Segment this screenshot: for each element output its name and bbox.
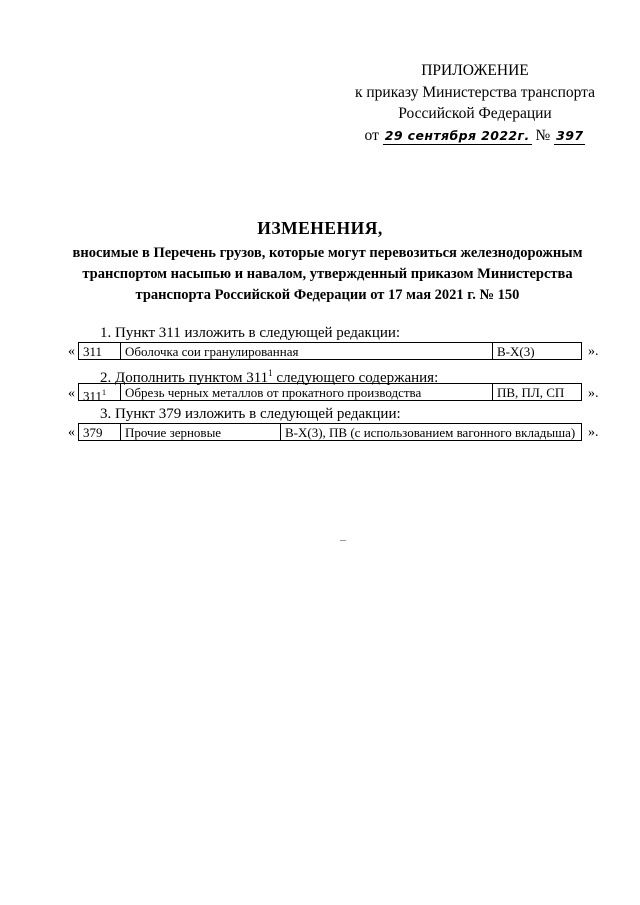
document-title: ИЗМЕНЕНИЯ,: [257, 218, 383, 238]
scan-mark-dash: [340, 540, 346, 541]
appendix-date-line: [345, 125, 605, 147]
item-2-text-before: 2. Дополнить пунктом 311: [100, 370, 269, 386]
item-3-text: 3. Пункт 379 изложить в следующей редакции:: [100, 406, 401, 422]
item-2-text-after: следующего содержания:: [272, 370, 439, 386]
item-1-method-cell: В-Х(3): [492, 342, 582, 360]
item-2-quote-open: «: [68, 386, 75, 401]
handwritten-number: 397: [556, 127, 584, 143]
handwritten-date: 29 сентября 2022г.: [384, 127, 530, 143]
item-2-superscript: 1: [268, 368, 273, 378]
appendix-line-2: Российской Федерации: [398, 105, 552, 122]
document-subtitle: вносимые в Перечень грузов, которые могут перевозиться железнодорожным транспортом насыпью и навалом, утвержденный приказом Министерства транспорта Российской Федерации от 17 мая 2021 г. № 150: [72, 245, 583, 303]
item-2-method-cell: ПВ, ПЛ, СП: [492, 383, 582, 401]
item-1-num-cell: 311: [78, 342, 120, 360]
item-2-name-cell: Обрезь черных металлов от прокатного производства: [120, 383, 492, 401]
item-1-quote-open: «: [68, 344, 75, 359]
item-3-quote-open: «: [68, 425, 75, 440]
appendix-heading: ПРИЛОЖЕНИЕ: [421, 62, 529, 79]
appendix-block: [345, 60, 605, 146]
appendix-line-1: к приказу Министерства транспорта: [354, 83, 595, 101]
item-2-quote-close: ».: [588, 386, 599, 401]
item-3-num-cell: 379: [78, 423, 120, 441]
item-2-num-superscript: 1: [102, 388, 107, 397]
item-1-text: 1. Пункт 311 изложить в следующей редакции:: [100, 325, 401, 341]
item-1-name-cell: Оболочка сои гранулированная: [120, 342, 492, 360]
number-prefix: №: [535, 126, 551, 144]
item-3-name-cell: Прочие зерновые: [120, 423, 280, 441]
date-prefix: от: [364, 126, 379, 144]
item-2-num-text: 311: [83, 388, 103, 401]
item-2-num-cell: [78, 383, 120, 401]
item-3-method-cell: В-Х(3), ПВ (с использованием вагонного вкладыша): [280, 423, 582, 441]
item-1-quote-close: ».: [588, 344, 599, 359]
item-3-quote-close: ».: [588, 425, 599, 440]
